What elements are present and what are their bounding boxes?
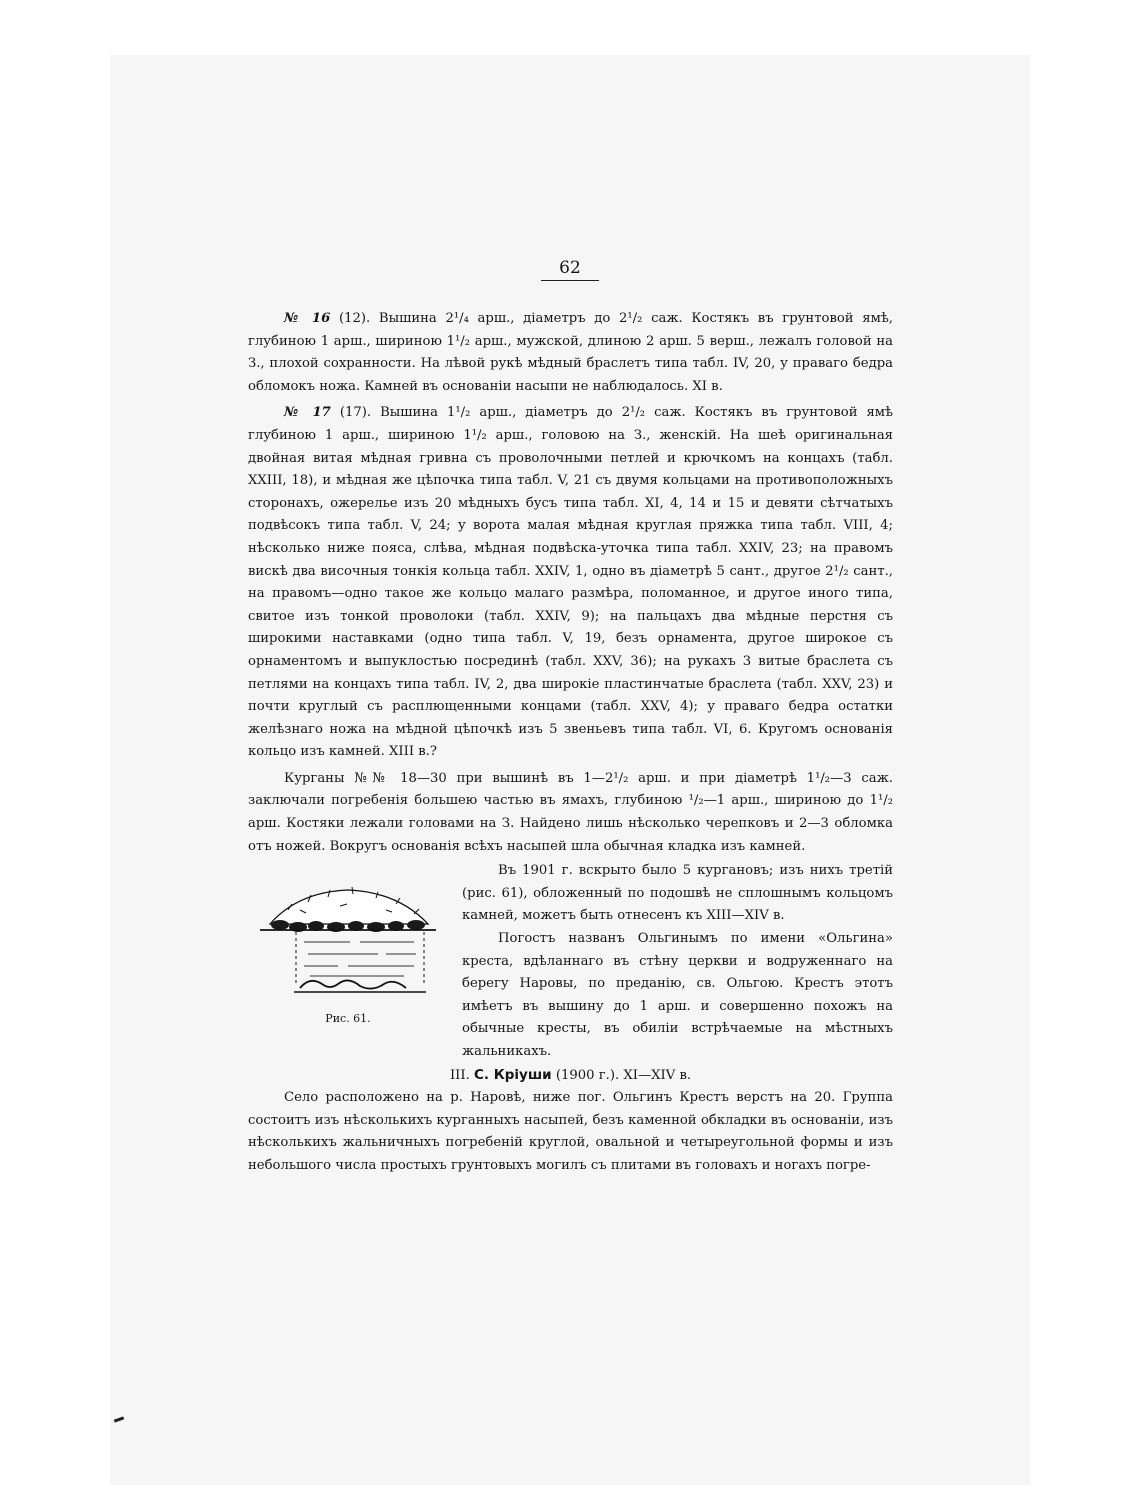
page-number [540,258,600,281]
kurgan-16-number: № 16 [284,311,331,326]
section-date: (1900 г.). XI—XIV в. [551,1067,692,1083]
page-number-text: 62 [559,258,581,278]
figure-61 [248,860,448,1031]
kurgan-16-text: (12). Вышина 2¹/₄ арш., діаметръ до 2¹/₂ саж. Костякъ въ грунтовой ямѣ, глубиною 1 арш., шириною 1¹/₂ арш., мужской, длиною 2 арш. 5 верш., лежалъ головой на З., плохой сохранности. На лѣвой рукѣ мѣдный браслетъ типа табл. IV, 20, у праваго бедра обломокъ ножа. Камней въ основаніи насыпи не наблюдалось. XI в. [248,311,893,394]
paragraph-kurgans-18-30: Курганы №№ 18—30 при вышинѣ въ 1—2¹/₂ арш. и при діаметрѣ 1¹/₂—3 саж. заключали погребенія большею частью въ ямахъ, глубиною ¹/₂—1 арш., шириною до 1¹/₂ арш. Костяки лежали головами на З. Найдено лишь нѣсколько черепковъ и 2—3 обломка отъ ножей. Вокругъ основанія всѣхъ насыпей шла обычная кладка изъ камней. [248,770,893,854]
section-numeral: III. [449,1067,474,1083]
figure-block [248,860,893,1063]
figure-61-caption: Рис. 61. [325,1012,371,1026]
paragraph-kurgan-17 [248,402,893,764]
section-heading [248,1064,893,1088]
document-body [248,308,893,1178]
section-place: С. Кріуши [473,1066,552,1083]
kurgan-17-number: № 17 [284,405,331,421]
kurgan-17-text: (17). Вышина 1¹/₂ арш., діаметръ до 2¹/₂ саж. Костякъ въ грунтовой ямѣ глубиною 1 арш., шириною 1¹/₂ арш., головою на З., женскій. На шеѣ оригинальная двойная витая мѣдная гривна съ проволочными петлей и крючкомъ на концахъ (табл. XXIII, 18), и мѣдная же цѣпочка типа табл. V, 21 съ двумя кольцами на противоположныхъ сторонахъ, ожерелье изъ 20 мѣдныхъ бусъ типа табл. XI, 4, 14 и 15 и девяти сѣтчатыхъ подвѣсокъ типа табл. V, 24; у ворота малая мѣдная круглая пряжка типа табл. VIII, 4; нѣсколько ниже пояса, слѣва, мѣдная подвѣска-уточка типа табл. XXIV, 23; на правомъ вискѣ два височныя тонкія кольца табл. XXIV, 1, одно въ діаметрѣ 5 сант., другое 2¹/₂ сант., на правомъ—одно такое же кольцо малаго размѣра, поломанное, и другое иного типа, свитое изъ тонкой проволоки (табл. XXIV, 9); на пальцахъ два мѣдные перстня съ широкими наставками (одно типа табл. V, 19, безъ орнамента, другое широкое съ орнаментомъ и выпуклостью посрединѣ (табл. XXV, 36); на рукахъ 3 витые браслета съ петлями на концахъ типа табл. IV, 2, два широкіе пластинчатые браслета (табл. XXV, 23) и почти круглый съ расплющенными концами (табл. XXV, 4); у праваго бедра остатки желѣзнаго ножа на мѣдной цѣпочкѣ изъ 5 звеньевъ типа табл. VI, 6. Кругомъ основанія кольцо изъ камней. XIII в.? [248,405,893,760]
kurgan-cross-section-drawing [258,880,438,1000]
paragraph-kurgan-16 [248,308,893,398]
paragraph-1901: Въ 1901 г. вскрыто было 5 кургановъ; изъ нихъ третій (рис. 61), обложенный по подошвѣ не сплошнымъ кольцомъ камней, можетъ быть отнесенъ къ XIII—XIV в. [462,863,893,924]
paragraph-selo: Село расположено на р. Наровѣ, ниже пог. Ольгинъ Крестъ верстъ на 20. Группа состоитъ изъ нѣсколькихъ курганныхъ насыпей, безъ каменной обкладки въ основаніи, изъ нѣсколькихъ жальничныхъ погребеній круглой, овальной и четыреугольной формы и изъ небольшого числа простыхъ грунтовыхъ могилъ съ плитами въ головахъ и ногахъ погре- [248,1090,893,1173]
figure-side-text [462,860,893,1063]
paragraph-pogost: Погостъ названъ Ольгинымъ по имени «Ольгина» креста, вдѣланнаго въ стѣну церкви и водруженнаго на берегу Наровы, по преданію, св. Ольгою. Крестъ этотъ имѣетъ въ вышину до 1 арш. и совершенно похожъ на обычные кресты, въ обиліи встрѣчаемые на мѣстныхъ жальникахъ. [462,931,893,1059]
page-number-underline [541,280,599,281]
